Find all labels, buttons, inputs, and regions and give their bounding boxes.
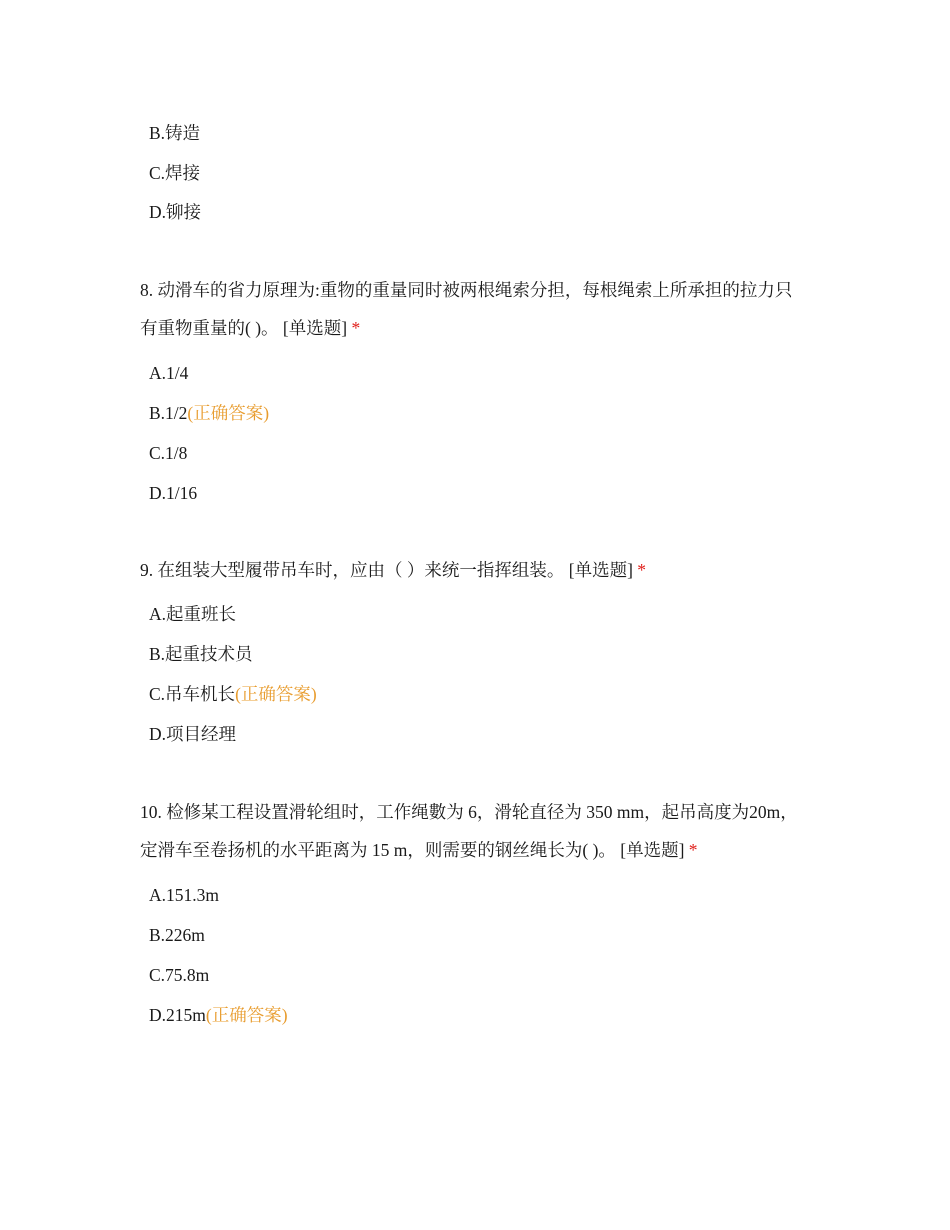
option-prev-d (149, 200, 201, 224)
option-q8-a (149, 361, 188, 385)
option-label: C.1/8 (149, 443, 188, 463)
option-label: D.1/16 (149, 483, 198, 503)
option-q8-c (149, 441, 187, 465)
option-label: D.项目经理 (149, 724, 237, 744)
option-q10-d (149, 1003, 288, 1027)
question-text: 9. 在组装大型履带吊车时，应由（ ）来统一指挥组装。 [单选题] (140, 560, 638, 580)
option-label: C.焊接 (149, 163, 201, 183)
option-label: C.75.8m (149, 965, 210, 985)
required-star: * (637, 560, 647, 580)
option-label: C.吊车机长 (149, 684, 236, 704)
option-q10-c (149, 963, 209, 987)
option-label: A.1/4 (149, 363, 189, 383)
option-prev-b (149, 121, 200, 145)
option-q8-b (149, 401, 269, 425)
option-q9-c (149, 682, 317, 706)
correct-answer-mark: (正确答案) (235, 684, 317, 704)
option-label: A.151.3m (149, 885, 219, 905)
option-label: D.铆接 (149, 202, 202, 222)
question-9 (140, 551, 820, 589)
option-label: B.1/2 (149, 403, 188, 423)
option-q9-b (149, 642, 253, 666)
question-8 (140, 271, 808, 347)
required-star: * (351, 318, 361, 338)
option-label: A.起重班长 (149, 604, 237, 624)
option-q9-d (149, 722, 236, 746)
option-label: D.215m (149, 1005, 206, 1025)
question-10 (140, 793, 800, 869)
option-q9-a (149, 602, 236, 626)
option-prev-c (149, 161, 200, 185)
correct-answer-mark: (正确答案) (205, 1005, 288, 1025)
option-label: B.铸造 (149, 123, 201, 143)
required-star: * (688, 840, 698, 860)
option-q8-d (149, 481, 197, 505)
option-q10-b (149, 923, 205, 947)
option-label: B.226m (149, 925, 205, 945)
question-text: 8. 动滑车的省力原理为:重物的重量同时被两根绳索分担，每根绳索上所承担的拉力只有重物重量的( )。 [单选题] (140, 280, 793, 338)
question-text: 10. 检修某工程设置滑轮组时，工作绳數为 6，滑轮直径为 350 mm，起吊高度为20m，定滑车至卷扬机的水平距离为 15 m，则需要的钢丝绳长为( )。 [单选题] (140, 802, 798, 860)
correct-answer-mark: (正确答案) (187, 403, 270, 423)
option-label: B.起重技术员 (149, 644, 253, 664)
option-q10-a (149, 883, 219, 907)
